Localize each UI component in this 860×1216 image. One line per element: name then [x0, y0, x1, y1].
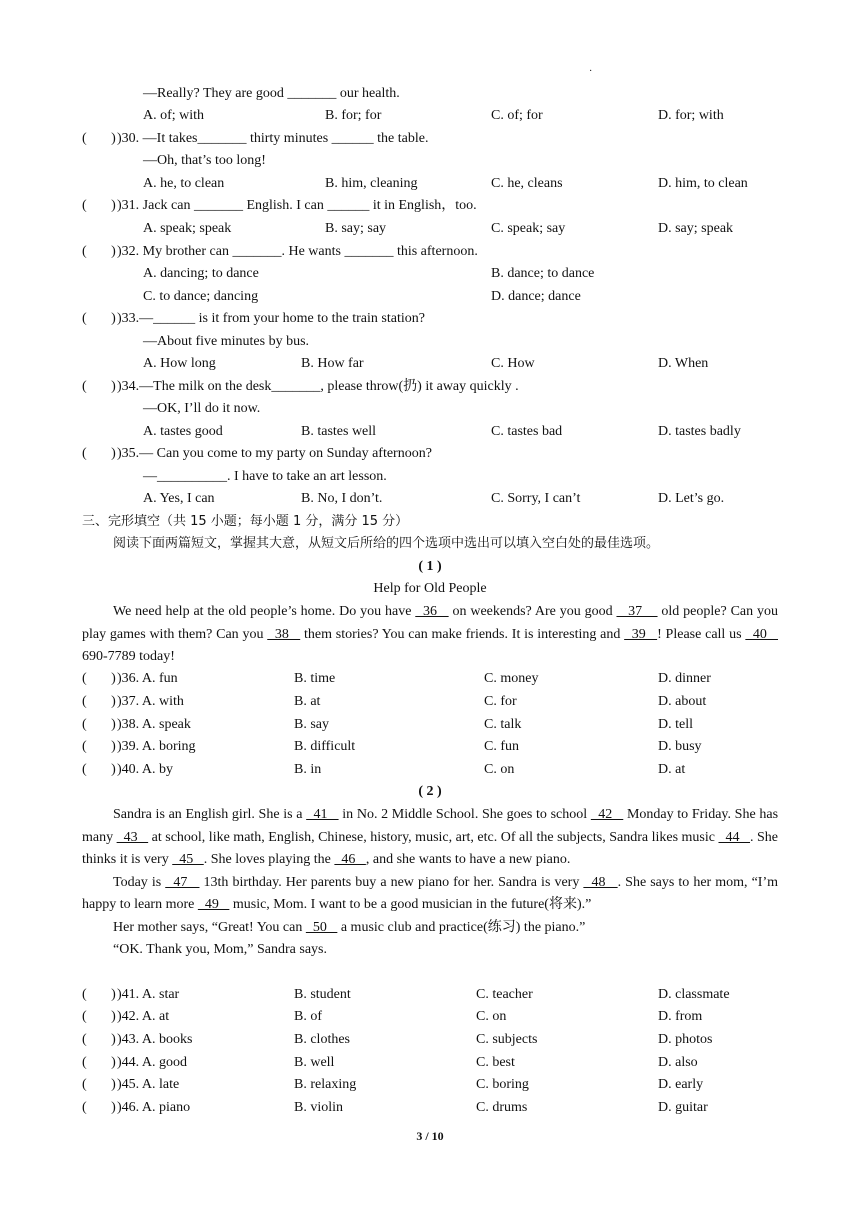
option-c: C. on	[484, 762, 515, 777]
answer-bracket	[82, 130, 116, 148]
option-d: D. busy	[658, 739, 702, 754]
q31-option-b: B. say; say	[325, 221, 387, 236]
q29-option-b: B. for; for	[325, 108, 382, 123]
answer-bracket	[82, 1076, 116, 1094]
blank-38: 38	[267, 626, 301, 642]
option-b: B. well	[294, 1055, 335, 1070]
q33-stem: )33.—______ is it from your home to the train station?	[117, 311, 425, 326]
option-d: D. guitar	[658, 1100, 708, 1115]
blank-41: 41	[306, 807, 339, 822]
q30-option-c: C. he, cleans	[491, 176, 563, 191]
blank-46: 46	[334, 852, 366, 867]
q31-stem: )31. Jack can _______ English. I can ______ it in English，too.	[117, 198, 477, 213]
option-d: D. from	[658, 1009, 703, 1024]
passage-2-label: ( 2 )	[418, 784, 442, 799]
passage-1-text: We need help at the old people’s home. Do you have 36 on weekends? Are you good 37 old people? Can you play games with them? Can you 38 them stories? You can make friends. It is interesting and 39 ! Please call us 40 690-7789 today!	[82, 604, 779, 664]
q34-stem-2: —OK, I’ll do it now.	[143, 401, 261, 416]
q30-option-d: D. him, to clean	[658, 176, 748, 191]
q32-option-a: A. dancing; to dance	[143, 266, 259, 281]
q29-stem: —Really? They are good _______ our health.	[143, 86, 400, 101]
option-a: )39. A. boring	[117, 739, 196, 754]
q34-stem: )34.—The milk on the desk_______, please throw(扔) it away quickly .	[117, 379, 519, 394]
q29-option-c: C. of; for	[491, 108, 543, 123]
option-c: C. boring	[476, 1077, 529, 1092]
option-b: B. relaxing	[294, 1077, 357, 1092]
blank-45: 45	[172, 852, 204, 867]
answer-bracket	[82, 1054, 116, 1072]
option-d: D. dinner	[658, 671, 711, 686]
option-c: C. for	[484, 694, 517, 709]
page-number: 3 / 10	[416, 1129, 444, 1143]
q31-option-a: A. speak; speak	[143, 221, 232, 236]
q35-option-c: C. Sorry, I can’t	[491, 491, 581, 506]
passage-2-text: Sandra is an English girl. She is a 41 in No. 2 Middle School. She goes to school 42 Monday to Friday. She has many 43 at school, like math, English, Chinese, history, music, art, etc. Of all the subjects, Sandra likes music 44 . She thinks it is very 45 . She loves playing the 46 , and she wants to have a new piano. Today is 47 13th birthday. Her parents buy a new piano for her. Sandra is very 48 . She says to her mom, “I’m happy to learn more 49 music, Mom. I want to be a good musician in the future(将来).” Her mother says, “Great! You can 50 a music club and practice(练习) the piano.” “OK. Thank you, Mom,” Sandra says.	[82, 807, 779, 957]
option-a: )43. A. books	[117, 1032, 193, 1047]
answer-bracket	[82, 243, 116, 261]
q32-option-b: B. dance; to dance	[491, 266, 595, 281]
option-b: B. student	[294, 987, 351, 1002]
option-b: B. clothes	[294, 1032, 350, 1047]
blank-48: 48	[583, 874, 618, 890]
q29-option-d: D. for; with	[658, 108, 724, 123]
q32-option-d: D. dance; dance	[491, 289, 581, 304]
answer-bracket	[82, 197, 116, 215]
q32-option-c: C. to dance; dancing	[143, 289, 259, 304]
option-a: )42. A. at	[117, 1009, 170, 1024]
blank-47: 47	[165, 874, 200, 890]
option-d: D. classmate	[658, 987, 730, 1002]
option-a: )45. A. late	[117, 1077, 180, 1092]
answer-bracket	[82, 986, 116, 1004]
passage-1-label: ( 1 )	[418, 559, 442, 574]
option-a: )41. A. star	[117, 987, 180, 1002]
option-b: B. violin	[294, 1100, 344, 1115]
answer-bracket	[82, 693, 116, 711]
answer-bracket	[82, 1031, 116, 1049]
option-c: C. teacher	[476, 987, 533, 1002]
q34-option-a: A. tastes good	[143, 424, 223, 439]
option-a: )36. A. fun	[117, 671, 178, 686]
answer-bracket	[82, 310, 116, 328]
option-b: B. at	[294, 694, 321, 709]
option-b: B. of	[294, 1009, 322, 1024]
section-title: 三、完形填空（共 15 小题；每小题 1 分，满分 15 分）	[82, 514, 409, 529]
q33-option-c: C. How	[491, 356, 535, 371]
option-c: C. on	[476, 1009, 507, 1024]
option-a: )44. A. good	[117, 1055, 187, 1070]
q30-stem-2: —Oh, that’s too long!	[143, 153, 266, 168]
option-b: B. difficult	[294, 739, 356, 754]
blank-42: 42	[590, 807, 624, 822]
q33-option-a: A. How long	[143, 356, 216, 371]
option-b: B. time	[294, 671, 336, 686]
option-c: C. best	[476, 1055, 515, 1070]
option-d: D. also	[658, 1055, 698, 1070]
q31-option-d: D. say; speak	[658, 221, 734, 236]
option-b: B. in	[294, 762, 322, 777]
q32-stem: )32. My brother can _______. He wants _______ this afternoon.	[117, 244, 478, 259]
answer-bracket	[82, 716, 116, 734]
q35-stem: )35.— Can you come to my party on Sunday afternoon?	[117, 446, 432, 461]
blank-43: 43	[116, 829, 149, 845]
option-d: D. about	[658, 694, 707, 709]
answer-bracket	[82, 670, 116, 688]
option-c: C. talk	[484, 717, 522, 732]
option-d: D. at	[658, 762, 686, 777]
header-mark: ·	[589, 66, 593, 77]
q34-option-d: D. tastes badly	[658, 424, 741, 439]
q29-option-a: A. of; with	[143, 108, 205, 123]
option-d: D. early	[658, 1077, 704, 1092]
q33-option-d: D. When	[658, 356, 709, 371]
option-c: C. subjects	[476, 1032, 538, 1047]
option-c: C. fun	[484, 739, 519, 754]
option-c: C. money	[484, 671, 539, 686]
option-a: )40. A. by	[117, 762, 173, 777]
answer-bracket	[82, 738, 116, 756]
option-d: D. tell	[658, 717, 693, 732]
passage-1-title: Help for Old People	[373, 581, 487, 596]
option-c: C. drums	[476, 1100, 528, 1115]
answer-bracket	[82, 761, 116, 779]
option-a: )46. A. piano	[117, 1100, 191, 1115]
option-a: )38. A. speak	[117, 717, 191, 732]
answer-bracket	[82, 378, 116, 396]
blank-39: 39	[624, 626, 658, 642]
section-instruction: 阅读下面两篇短文，掌握其大意，从短文后所给的四个选项中选出可以填入空白处的最佳选项。	[113, 536, 660, 551]
q34-option-b: B. tastes well	[301, 424, 377, 439]
blank-44: 44	[718, 829, 751, 845]
q35-option-d: D. Let’s go.	[658, 491, 725, 506]
answer-bracket	[82, 1008, 116, 1026]
q33-stem-2: —About five minutes by bus.	[143, 334, 310, 349]
answer-bracket	[82, 1099, 116, 1117]
option-d: D. photos	[658, 1032, 713, 1047]
option-b: B. say	[294, 717, 329, 732]
blank-37: 37	[616, 604, 658, 619]
q30-stem: )30. —It takes_______ thirty minutes ______ the table.	[117, 131, 429, 146]
q34-option-c: C. tastes bad	[491, 424, 563, 439]
q31-option-c: C. speak; say	[491, 221, 566, 236]
q35-stem-2: —__________. I have to take an art lesson.	[143, 469, 387, 484]
blank-49: 49	[197, 897, 230, 912]
q35-option-b: B. No, I don’t.	[301, 491, 383, 506]
blank-40: 40	[745, 626, 779, 642]
blank-36: 36	[415, 604, 449, 619]
answer-bracket	[82, 445, 116, 463]
q30-option-a: A. he, to clean	[143, 176, 225, 191]
q33-option-b: B. How far	[301, 356, 364, 371]
q35-option-a: A. Yes, I can	[143, 491, 215, 506]
blank-50: 50	[305, 919, 338, 935]
q30-option-b: B. him, cleaning	[325, 176, 418, 191]
option-a: )37. A. with	[117, 694, 184, 709]
